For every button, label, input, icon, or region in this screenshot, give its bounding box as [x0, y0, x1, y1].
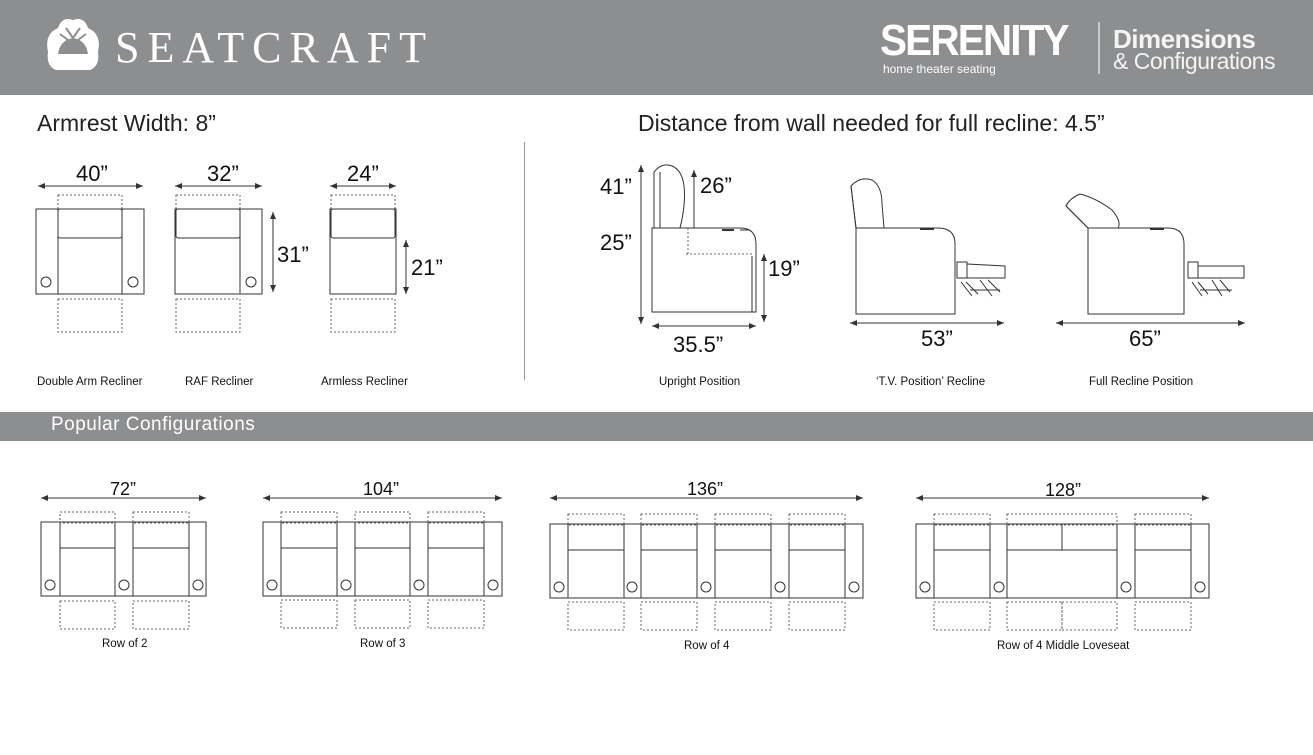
armless-caption: Armless Recliner	[321, 376, 408, 388]
row-4-loveseat-caption: Row of 4 Middle Loveseat	[997, 640, 1130, 652]
tv-recline-side-view	[850, 179, 1005, 323]
full-depth-label: 65”	[1129, 326, 1161, 351]
seat-height-label: 19”	[768, 256, 800, 281]
product-name: SERENITY	[880, 16, 1068, 65]
popular-title: Popular Configurations	[51, 414, 256, 435]
row-of-3-diagram	[263, 498, 502, 628]
row-3-width-label: 104”	[363, 479, 400, 499]
double-arm-width-label: 40”	[76, 161, 108, 186]
back-height-label: 26”	[700, 173, 732, 198]
row-4-loveseat-width-label: 128”	[1045, 480, 1082, 500]
section-title-configurations: & Configurations	[1113, 48, 1276, 74]
armless-depth-label: 21”	[411, 255, 443, 280]
total-height-label: 41”	[600, 174, 632, 199]
double-arm-caption: Double Arm Recliner	[37, 376, 143, 388]
full-recline-side-view	[1056, 194, 1245, 323]
raf-recliner-diagram	[175, 186, 273, 332]
armless-recliner-diagram	[330, 186, 406, 332]
recline-heading: Distance from wall needed for full recline: 4.5”	[638, 110, 1105, 136]
arm-height-label: 25”	[600, 230, 632, 255]
double-arm-recliner-diagram	[36, 186, 144, 332]
row-2-width-label: 72”	[110, 479, 137, 499]
row-2-caption: Row of 2	[102, 638, 148, 650]
armrest-heading: Armrest Width: 8”	[37, 110, 216, 136]
upright-caption: Upright Position	[659, 376, 741, 388]
upright-depth-label: 35.5”	[673, 332, 724, 357]
row-of-4-diagram	[550, 498, 863, 630]
product-subtitle: home theater seating	[883, 62, 996, 76]
raf-depth-label: 31”	[277, 242, 309, 267]
full-caption: Full Recline Position	[1089, 376, 1194, 388]
section-title-dimensions: Dimensions	[1113, 24, 1256, 54]
tv-caption: ‘T.V. Position’ Recline	[876, 376, 986, 388]
row-3-caption: Row of 3	[360, 638, 406, 650]
row-of-2-diagram	[41, 498, 206, 629]
brand-name: SEATCRAFT	[115, 23, 434, 72]
armless-width-label: 24”	[347, 161, 379, 186]
row-of-4-loveseat-diagram	[916, 498, 1209, 630]
row-4-caption: Row of 4	[684, 640, 730, 652]
raf-caption: RAF Recliner	[185, 376, 254, 388]
tv-depth-label: 53”	[921, 326, 953, 351]
row-4-width-label: 136”	[687, 479, 724, 499]
raf-width-label: 32”	[207, 161, 239, 186]
